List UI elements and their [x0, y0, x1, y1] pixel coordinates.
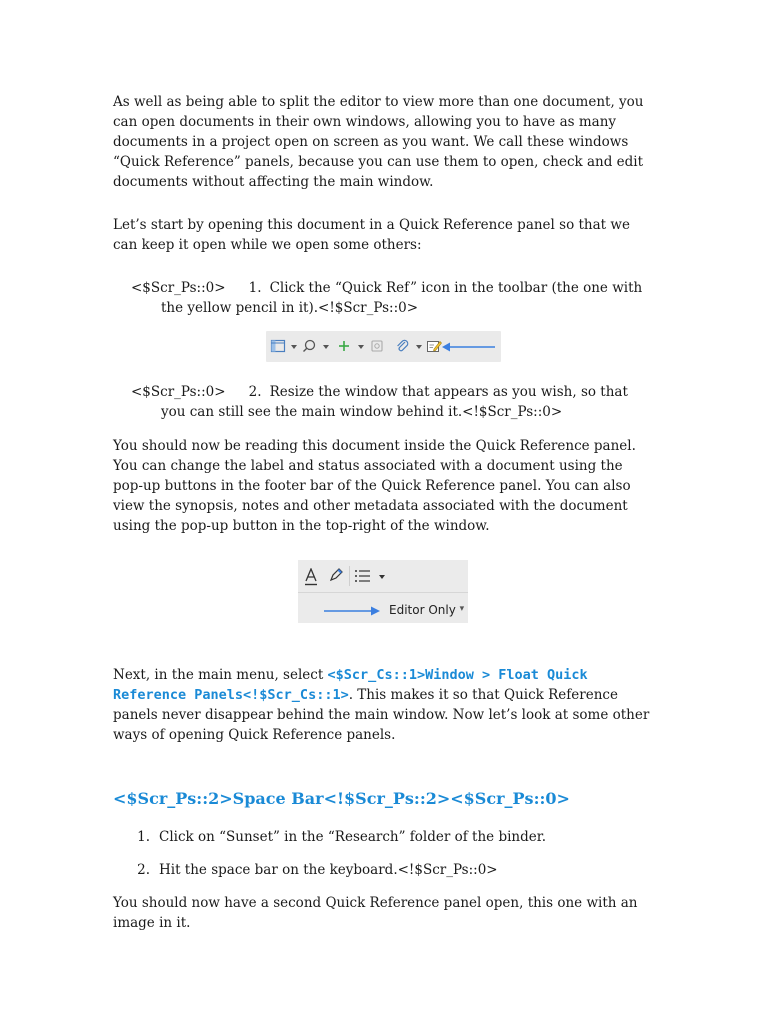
quickref-icon	[426, 338, 442, 354]
search-icon	[301, 338, 317, 354]
document-body	[113, 92, 653, 933]
trash-icon	[369, 338, 385, 354]
final-paragraph: You should now have a second Quick Reference panel open, this one with an image in it.	[113, 895, 638, 931]
list-text: Click on “Sunset” in the “Research” folder of the binder.	[159, 829, 546, 845]
list-item	[136, 827, 653, 847]
chevron-down-icon	[358, 345, 364, 349]
step-text: Resize the window that appears as you wish, so that you can still see the main window behind it.<!$Scr_Ps::0>	[161, 384, 628, 420]
status-popup-button[interactable]	[389, 603, 464, 619]
chevron-down-icon	[379, 575, 385, 579]
next-paragraph	[113, 665, 653, 745]
intro-paragraph: As well as being able to split the editor to view more than one document, you can open documents in their own windows, allowing you to have as many documents in a project open on screen as you want. We call these windows “Quick Reference” panels, because you can use them to open, check and edit documents without affecting the main window.	[113, 94, 644, 190]
list-icon	[354, 568, 372, 584]
menu-path-code: <$Scr_Cs::1>Window > Float Quick Reference Panels<!$Scr_Cs::1>	[113, 667, 588, 703]
chevron-down-icon	[291, 345, 297, 349]
highlight-icon	[328, 567, 344, 583]
toolbar-figure	[266, 331, 501, 362]
step-number: 2.	[248, 384, 262, 400]
format-bar-row	[298, 560, 468, 593]
list-number: 2.	[137, 862, 150, 878]
chevron-down-icon	[323, 345, 329, 349]
text-color-icon	[304, 568, 318, 586]
arrow-left-icon	[442, 340, 496, 354]
step-1	[113, 278, 653, 318]
status-label: Editor Only	[389, 603, 456, 617]
layout-icon	[270, 338, 286, 354]
next-text-pre: Next, in the main menu, select	[113, 667, 328, 683]
footer-figure	[298, 560, 468, 623]
list-text: Hit the space bar on the keyboard.<!$Scr_Ps::0>	[159, 862, 498, 878]
paperclip-icon	[394, 338, 410, 354]
chevron-down-icon: ▾	[459, 604, 465, 614]
numbered-list	[113, 827, 653, 880]
list-item	[136, 860, 653, 880]
arrow-right-icon	[324, 605, 380, 617]
section-heading: <$Scr_Ps::2>Space Bar<!$Scr_Ps::2><$Scr_Ps::0>	[113, 789, 570, 808]
step-2	[113, 382, 653, 422]
start-paragraph: Let’s start by opening this document in a Quick Reference panel so that we can keep it open while we open some others:	[113, 217, 630, 253]
step-prefix: <$Scr_Ps::0>	[131, 280, 226, 296]
list-number: 1.	[137, 829, 150, 845]
step-number: 1.	[248, 280, 262, 296]
next-text-post: . This makes it so that Quick Reference panels never disappear behind the main window. Now let’s look at some other ways of opening Quick Reference panels.	[113, 687, 650, 743]
divider	[349, 566, 350, 586]
step-text: Click the “Quick Ref” icon in the toolbar (the one with the yellow pencil in it).<!$Scr_Ps::0>	[161, 280, 643, 316]
chevron-down-icon	[416, 345, 422, 349]
add-icon	[336, 338, 352, 354]
step-prefix: <$Scr_Ps::0>	[131, 384, 226, 400]
reading-paragraph: You should now be reading this document inside the Quick Reference panel. You can change the label and status associated with a document using the pop-up buttons in the footer bar of the Quick Reference panel. You can also view the synopsis, notes and other metadata associated with the document using the pop-up button in the top-right of the window.	[113, 438, 636, 534]
